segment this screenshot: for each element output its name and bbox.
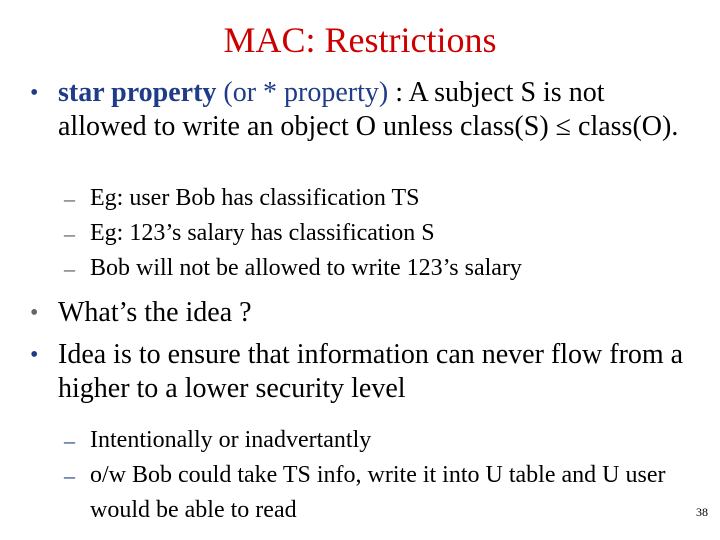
bullet-star-property <box>30 76 700 144</box>
bullet-text: What’s the idea ? <box>58 297 252 328</box>
sub-bullet-list-examples <box>64 181 684 286</box>
sub-bullet-marker: – <box>64 428 75 453</box>
sub-bullet-item <box>64 181 684 216</box>
bullet-paren: (or * property) <box>216 77 389 108</box>
sub-bullet-item <box>64 251 684 286</box>
bullet-whats-the-idea <box>30 296 700 330</box>
sub-bullet-marker: – <box>64 463 75 488</box>
sub-bullet-item <box>64 216 684 251</box>
page-number: 38 <box>696 505 708 519</box>
sub-bullet-text: Eg: 123’s salary has classification S <box>90 220 435 246</box>
sub-bullet-marker: – <box>64 221 75 246</box>
sub-bullet-text: Bob will not be allowed to write 123’s salary <box>90 255 522 281</box>
bullet-text <box>58 76 700 144</box>
sub-bullet-text: o/w Bob could take TS info, write it into U table and U user would be able to read <box>90 462 666 523</box>
slide-title: MAC: Restrictions <box>223 20 497 60</box>
sub-bullet-list-idea <box>64 423 684 528</box>
sub-bullet-text: Intentionally or inadvertantly <box>90 427 372 453</box>
bullet-marker: • <box>30 80 39 106</box>
bullet-definition: : A subject S is not allowed to write an object O unless class(S) ≤ class(O). <box>58 77 679 142</box>
sub-bullet-marker: – <box>64 256 75 281</box>
bullet-marker: • <box>30 342 39 368</box>
bullet-keyword: star property <box>58 77 217 108</box>
sub-bullet-item <box>64 423 684 458</box>
bullet-marker: • <box>30 300 39 326</box>
sub-bullet-marker: – <box>64 186 75 211</box>
sub-bullet-text: Eg: user Bob has classification TS <box>90 185 420 211</box>
bullet-text: Idea is to ensure that information can never flow from a higher to a lower security level <box>58 339 684 404</box>
sub-bullet-item <box>64 458 684 528</box>
bullet-idea <box>30 338 700 406</box>
